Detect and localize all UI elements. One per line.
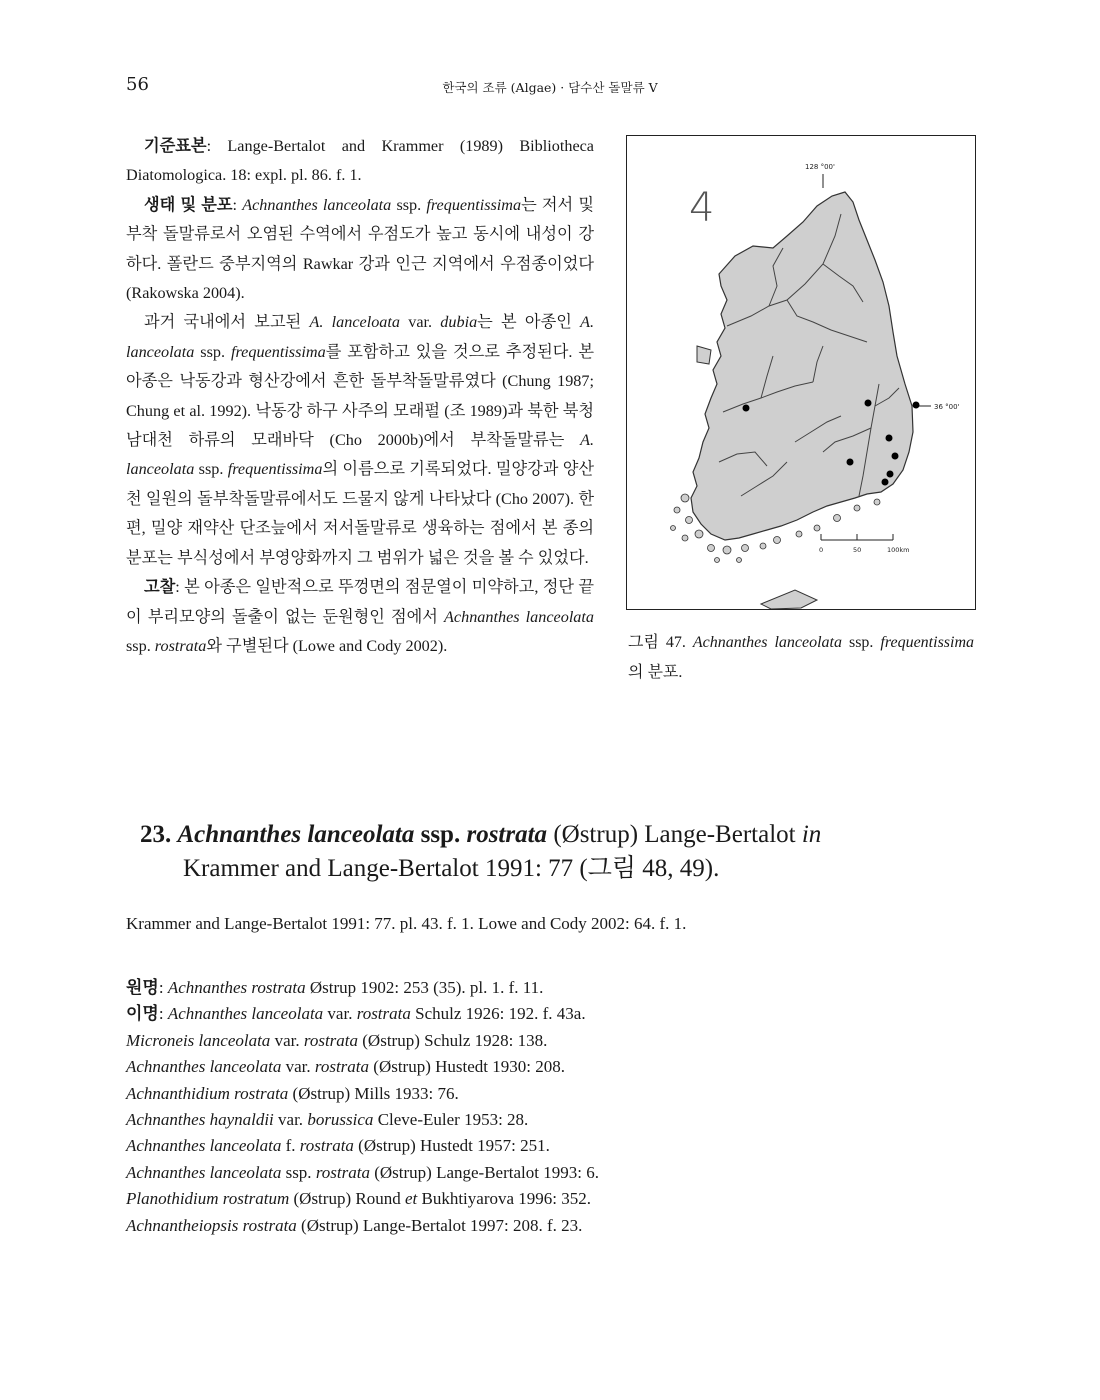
synonym-rest: Cleve-Euler 1953: 28. bbox=[373, 1110, 529, 1130]
history-text-b: 는 본 아종인 bbox=[477, 313, 581, 332]
synonym-genus: Achnanthidium rostrata bbox=[126, 1083, 289, 1103]
caption-suffix: 의 분포. bbox=[628, 664, 683, 681]
synonym-genus: Planothidium rostratum bbox=[126, 1189, 290, 1209]
synonym-rank: var. bbox=[323, 1004, 357, 1024]
scale-bar bbox=[819, 534, 910, 554]
caption-prefix: 그림 47. bbox=[628, 634, 693, 651]
synonym-rest: Bukhtiyarova 1996: 352. bbox=[417, 1189, 591, 1209]
type-specimen-paragraph bbox=[126, 132, 594, 191]
synonym-rank: var. bbox=[281, 1057, 315, 1077]
section-title-line-2: Krammer and Lange-Bertalot 1991: 77 (그림 48, 49). bbox=[183, 855, 720, 882]
remarks-epithet: rostrata bbox=[154, 636, 207, 655]
history-rank-2: ssp. bbox=[194, 342, 231, 361]
remarks-taxon: Achnanthes lanceolata bbox=[444, 607, 594, 626]
longitude-label: 128 °00' bbox=[805, 163, 835, 171]
caption-rank: ssp. bbox=[842, 634, 881, 651]
latitude-label: 36 °00' bbox=[934, 403, 960, 411]
type-text: : Lange-Bertalot and Krammer (1989) Bibliotheca Diatomologica. 18: expl. pl. 86. f. 1. bbox=[126, 137, 594, 185]
history-taxon-2: A. lanceolata bbox=[126, 313, 595, 361]
synonym-genus: Achnantheiopsis rostrata bbox=[126, 1215, 297, 1235]
history-rank-1: var. bbox=[399, 313, 441, 332]
scale-label-0: 0 bbox=[819, 546, 824, 554]
scale-label-50: 50 bbox=[853, 546, 862, 554]
synonym-genus: Microneis lanceolata bbox=[126, 1030, 271, 1050]
occurrence-point bbox=[886, 435, 893, 442]
synonym-et: et bbox=[404, 1189, 418, 1209]
ecology-text: 는 저서 및 부착 돌말류로서 오염된 수역에서 우점도가 높고 동시에 내성이 강하다. 폴란드 중부지역의 Rawkar 강과 인근 지역에서 우점종이었다 (Rakowska 2004). bbox=[126, 195, 594, 303]
synonym-colon: : bbox=[158, 1004, 168, 1024]
figure-caption bbox=[628, 628, 974, 688]
synonym-genus: Achnanthes lanceolata bbox=[167, 1004, 324, 1024]
reference-line: Krammer and Lange-Bertalot 1991: 77. pl. 43. f. 1. Lowe and Cody 2002: 64. f. 1. bbox=[126, 914, 687, 933]
synonym-line bbox=[126, 1160, 1026, 1186]
synonym-epithet: rostrata bbox=[299, 1136, 354, 1156]
distribution-map-figure bbox=[626, 135, 976, 610]
history-taxon-3: A. lanceolata bbox=[126, 431, 594, 479]
running-head: 한국의 조류 (Algae) · 담수산 돌말류 V bbox=[442, 80, 658, 95]
section-rank: ssp. bbox=[414, 821, 467, 848]
occurrence-point bbox=[882, 479, 889, 486]
synonym-line bbox=[126, 1028, 1026, 1054]
section-epithet: rostrata bbox=[466, 821, 548, 848]
synonymy-list bbox=[126, 975, 1026, 1239]
type-label: 기준표본 bbox=[144, 137, 207, 155]
basionym-name: Achnanthes rostrata bbox=[167, 978, 306, 997]
synonym-line bbox=[126, 1001, 1026, 1027]
occurrence-point bbox=[913, 402, 920, 409]
scale-label-100km: 100km bbox=[887, 546, 910, 554]
synonym-epithet: rostrata bbox=[356, 1004, 411, 1024]
occurrence-point bbox=[847, 459, 854, 466]
remarks-text-b: 와 구별된다 (Lowe and Cody 2002). bbox=[206, 636, 448, 655]
history-text-c: 를 포함하고 있을 것으로 추정된다. 본 아종은 낙동강과 형산강에서 흔한 돌부착돌말류였다 (Chung 1987; Chung et al. 1992). 낙동강 하구 사주의 모래펄 (조 1989)과 북한 북청남대천 하류의 모래바닥 (Cho 2000b)에서 부착돌말류는 bbox=[126, 342, 594, 450]
occurrence-point bbox=[865, 400, 872, 407]
basionym-rest: Østrup 1902: 253 (35). pl. 1. f. 11. bbox=[305, 978, 544, 997]
history-text-a: 과거 국내에서 보고된 bbox=[144, 313, 310, 332]
ecology-epithet: frequentissima bbox=[426, 195, 522, 214]
left-column-text bbox=[126, 132, 594, 661]
synonym-label: 이명 bbox=[126, 1004, 159, 1024]
synonym-rank: var. bbox=[273, 1110, 308, 1130]
synonym-rank: var. bbox=[270, 1030, 304, 1050]
synonym-epithet: borussica bbox=[307, 1110, 374, 1130]
figure-number-mark: 4 bbox=[689, 185, 715, 231]
history-epithet-3: frequentissima bbox=[227, 460, 323, 479]
ecology-label: 생태 및 분포 bbox=[144, 195, 233, 214]
synonym-genus: Achnanthes lanceolata bbox=[126, 1057, 282, 1077]
synonym-line bbox=[126, 1213, 1026, 1239]
history-taxon-1: A. lanceloata bbox=[309, 313, 400, 332]
remarks-rank: ssp. bbox=[126, 636, 155, 655]
occurrence-point bbox=[743, 405, 750, 412]
page-number: 56 bbox=[126, 74, 149, 95]
synonym-rest: (Østrup) Mills 1933: 76. bbox=[288, 1083, 459, 1103]
jeju-island bbox=[761, 590, 817, 609]
section-taxon: Achnanthes lanceolata bbox=[177, 821, 415, 848]
synonym-rank: ssp. bbox=[281, 1162, 316, 1182]
synonym-line bbox=[126, 1133, 1026, 1159]
korea-landmass bbox=[691, 192, 913, 540]
synonym-rest: (Østrup) Lange-Bertalot 1997: 208. f. 23. bbox=[296, 1215, 583, 1235]
synonym-epithet: rostrata bbox=[303, 1030, 359, 1050]
synonym-genus: Achnanthes lanceolata bbox=[126, 1162, 282, 1182]
section-in: in bbox=[801, 821, 822, 848]
basionym-colon: : bbox=[158, 978, 168, 997]
ecology-colon: : bbox=[232, 195, 243, 214]
history-epithet-1: dubia bbox=[440, 313, 478, 332]
history-epithet-2: frequentissima bbox=[230, 342, 326, 361]
section-author: (Østrup) Lange-Bertalot bbox=[547, 821, 802, 848]
caption-epithet: frequentissima bbox=[880, 634, 975, 651]
synonym-rest: (Østrup) Round bbox=[289, 1189, 405, 1209]
synonym-line bbox=[126, 1081, 1026, 1107]
synonym-rest: Schulz 1926: 192. f. 43a. bbox=[410, 1004, 586, 1024]
caption-taxon: Achnanthes lanceolata bbox=[692, 634, 842, 651]
history-rank-3: ssp. bbox=[194, 460, 228, 479]
synonym-epithet: rostrata bbox=[314, 1057, 370, 1077]
occurrence-point bbox=[887, 471, 894, 478]
synonym-epithet: rostrata bbox=[315, 1162, 370, 1182]
remarks-label: 고찰 bbox=[144, 578, 176, 597]
history-paragraph bbox=[126, 308, 594, 573]
ecology-taxon: Achnanthes lanceolata bbox=[242, 195, 392, 214]
synonym-line bbox=[126, 1107, 1026, 1133]
synonym-rest: (Østrup) Schulz 1928: 138. bbox=[358, 1030, 548, 1050]
synonym-rest: (Østrup) Hustedt 1957: 251. bbox=[353, 1136, 550, 1156]
synonym-rest: (Østrup) Hustedt 1930: 208. bbox=[369, 1057, 565, 1077]
remarks-paragraph bbox=[126, 573, 594, 661]
synonym-rest: (Østrup) Lange-Bertalot 1993: 6. bbox=[369, 1162, 599, 1182]
basionym-line bbox=[126, 975, 1026, 1001]
synonym-genus: Achnanthes haynaldii bbox=[126, 1110, 274, 1130]
island bbox=[697, 346, 711, 364]
history-text-d: 의 이름으로 기록되었다. 밀양강과 양산천 일원의 돌부착돌말류에서도 드물지 않게 나타났다 (Cho 2007). 한편, 밀양 재약산 단조늪에서 저서돌말류로 생육하는 점에서 본 종의 분포는 부식성에서 부영양화까지 그 범위가 넓은 것을 볼 수 있었다. bbox=[126, 460, 594, 567]
distribution-map bbox=[627, 136, 975, 609]
synonym-line bbox=[126, 1054, 1026, 1080]
section-title bbox=[140, 818, 1040, 886]
synonym-line bbox=[126, 1186, 1026, 1212]
occurrence-point bbox=[892, 453, 899, 460]
ecology-rank: ssp. bbox=[391, 195, 427, 214]
ecology-paragraph bbox=[126, 191, 594, 309]
remarks-text-a: : 본 아종은 일반적으로 뚜껑면의 점문열이 미약하고, 정단 끝이 부리모양의 돌출이 없는 둔원형인 점에서 bbox=[126, 578, 594, 626]
section-number: 23. bbox=[140, 821, 172, 848]
synonym-rank: f. bbox=[281, 1136, 300, 1156]
synonym-genus: Achnanthes lanceolata bbox=[126, 1136, 282, 1156]
basionym-label: 원명 bbox=[126, 978, 159, 997]
